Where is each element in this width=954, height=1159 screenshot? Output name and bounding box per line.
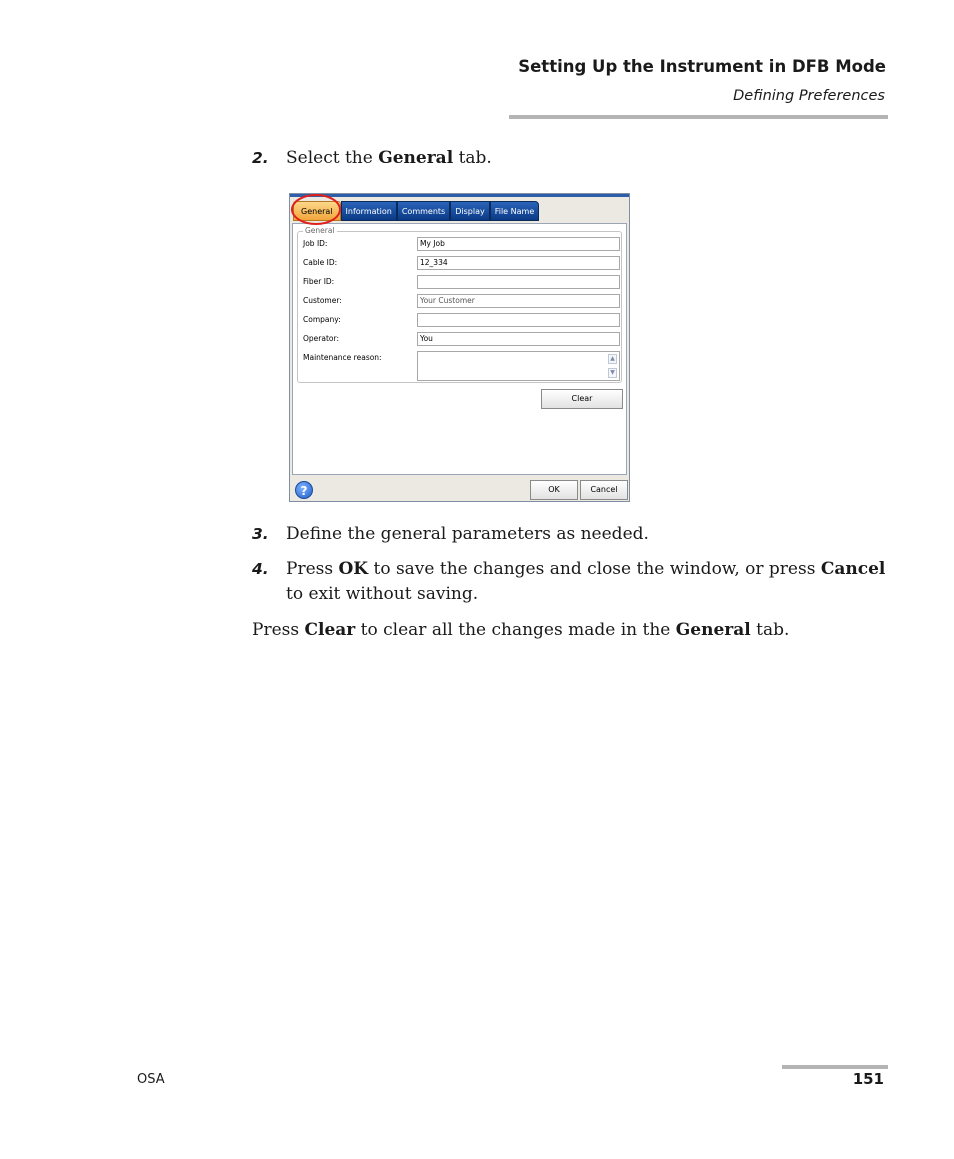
note-bold: Clear — [304, 620, 356, 640]
tab-general[interactable]: General — [293, 201, 341, 221]
cable-id-label: Cable ID: — [303, 258, 338, 267]
dialog-top-bar — [290, 194, 629, 197]
fiber-id-input[interactable] — [417, 275, 620, 289]
scroll-down-icon[interactable]: ▼ — [608, 368, 617, 378]
step-text-bold: OK — [338, 559, 369, 579]
page-number: 151 — [852, 1070, 884, 1088]
cancel-button[interactable]: Cancel — [580, 480, 628, 500]
tab-comments[interactable]: Comments — [397, 201, 450, 221]
operator-label: Operator: — [303, 334, 339, 343]
step-text-part: to exit without saving. — [286, 584, 479, 604]
step-text: Define the general parameters as needed. — [286, 524, 649, 544]
step-text-part: to save the changes and close the window, or press — [368, 559, 821, 579]
fiber-id-label: Fiber ID: — [303, 277, 335, 286]
general-group — [297, 226, 622, 383]
customer-input[interactable]: Your Customer — [417, 294, 620, 308]
group-title: General — [305, 226, 335, 235]
header-title: Setting Up the Instrument in DFB Mode — [518, 57, 886, 76]
note-part: Press — [252, 620, 305, 640]
tab-file-name[interactable]: File Name — [490, 201, 540, 221]
tab-display[interactable]: Display — [450, 201, 490, 221]
note-bold: General — [675, 620, 751, 640]
note-part: to clear all the changes made in the — [355, 620, 676, 640]
header-rule — [509, 115, 888, 119]
ok-button[interactable]: OK — [530, 480, 578, 500]
preferences-dialog — [289, 193, 630, 502]
job-id-label: Job ID: — [303, 239, 328, 248]
maintenance-reason-label: Maintenance reason: — [303, 353, 382, 362]
step-number: 4. — [252, 560, 269, 578]
company-input[interactable] — [417, 313, 620, 327]
tab-information[interactable]: Information — [341, 201, 397, 221]
clear-note — [252, 618, 892, 643]
highlight-circle — [291, 194, 341, 225]
maintenance-reason-textarea[interactable] — [417, 351, 620, 381]
company-label: Company: — [303, 315, 341, 324]
step-text-bold: Cancel — [820, 559, 886, 579]
customer-label: Customer: — [303, 296, 342, 305]
cable-id-input[interactable]: 12_334 — [417, 256, 620, 270]
step-text-part: tab. — [453, 148, 492, 168]
step-text-part: Select the — [286, 148, 379, 168]
step-number: 2. — [252, 149, 269, 167]
clear-button[interactable]: Clear — [541, 389, 623, 409]
step-text-bold: General — [378, 148, 454, 168]
step-text — [286, 557, 886, 607]
step-text-part: Press — [286, 559, 339, 579]
footer-rule — [782, 1065, 888, 1069]
header-subtitle: Defining Preferences — [733, 88, 885, 104]
note-part: tab. — [750, 620, 790, 640]
general-panel — [292, 223, 627, 475]
job-id-input[interactable]: My Job — [417, 237, 620, 251]
step-number: 3. — [252, 525, 269, 543]
footer-product: OSA — [137, 1072, 165, 1087]
help-icon[interactable]: ? — [295, 481, 313, 499]
scroll-up-icon[interactable]: ▲ — [608, 354, 617, 364]
operator-input[interactable]: You — [417, 332, 620, 346]
step-text — [286, 146, 886, 171]
